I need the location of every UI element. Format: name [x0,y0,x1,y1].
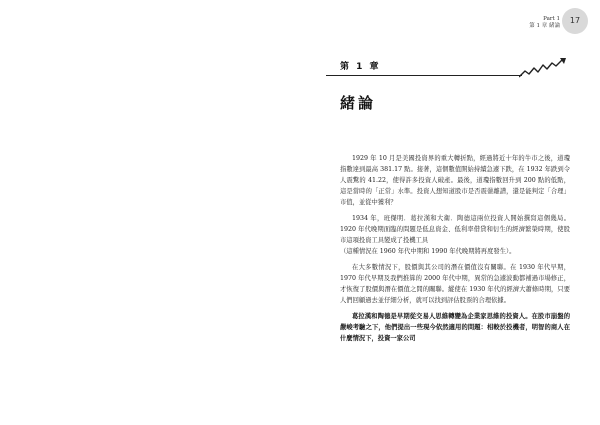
paragraph: 在大多數情況下，股價與其公司的潛在價值沒有關聯。在 1930 年代早期，1970 年代早期及我們推算的 2000 年代中期，異常的急遽波動都補過市場修正，才恢復了股價與潛在價值之間的關聯。縱使在 1930 年代的經濟大蕭條時期，只要人們回顧過去並仔細分析，就可以找到評估股票的合理依據。 [340,264,570,304]
running-head [529,16,560,30]
paragraph: 1934 年，班傑明．葛拉漢和大衛．陶德這兩位投資人開始撰寫這個幾局。1920 年代晚期面臨的問題是低息資金、低利率借貸和衍生的經濟繁榮時期，使股市這項投資工具變成了投機工具 [340,215,570,244]
page-number: 17 [562,8,588,34]
paragraph: 葛拉漢和陶德是早期從交易人思維轉變為企業家思維的投資人。在股市崩盤的嚴峻考驗之下，他們提出一些現今依然適用的問題：相較於投機者，明智的商人在什麼情況下，投資一家公司 [340,313,570,342]
paragraph: （這種情況在 1960 年代中期和 1990 年代晚期將再度發生）。 [340,248,516,255]
running-head-chapter: 第 1 章 緒論 [529,23,560,29]
body-text [340,153,570,349]
chapter-rule [326,75,522,76]
paragraph: 1929 年 10 月是美國投資界的重大轉折點，經過將近十年的牛市之後，道瓊指數達到最高 381.17 點。接著，這個數值開始持續急遽下跌，在 1932 年跌到令人震驚的 41.22，使得許多投資人破產。最後，道瓊指數回升到 200 點的低點，這是當時的「正常」水準。投資人想知道股市是否震盪離譜，還是能判定「合理」市值，並從中獲利？ [340,155,570,206]
chapter-title: 緒論 [340,94,377,112]
chapter-label: 第 1 章 [340,62,381,72]
trend-arrow-icon [519,57,569,81]
running-head-part: Part 1 [543,16,560,22]
